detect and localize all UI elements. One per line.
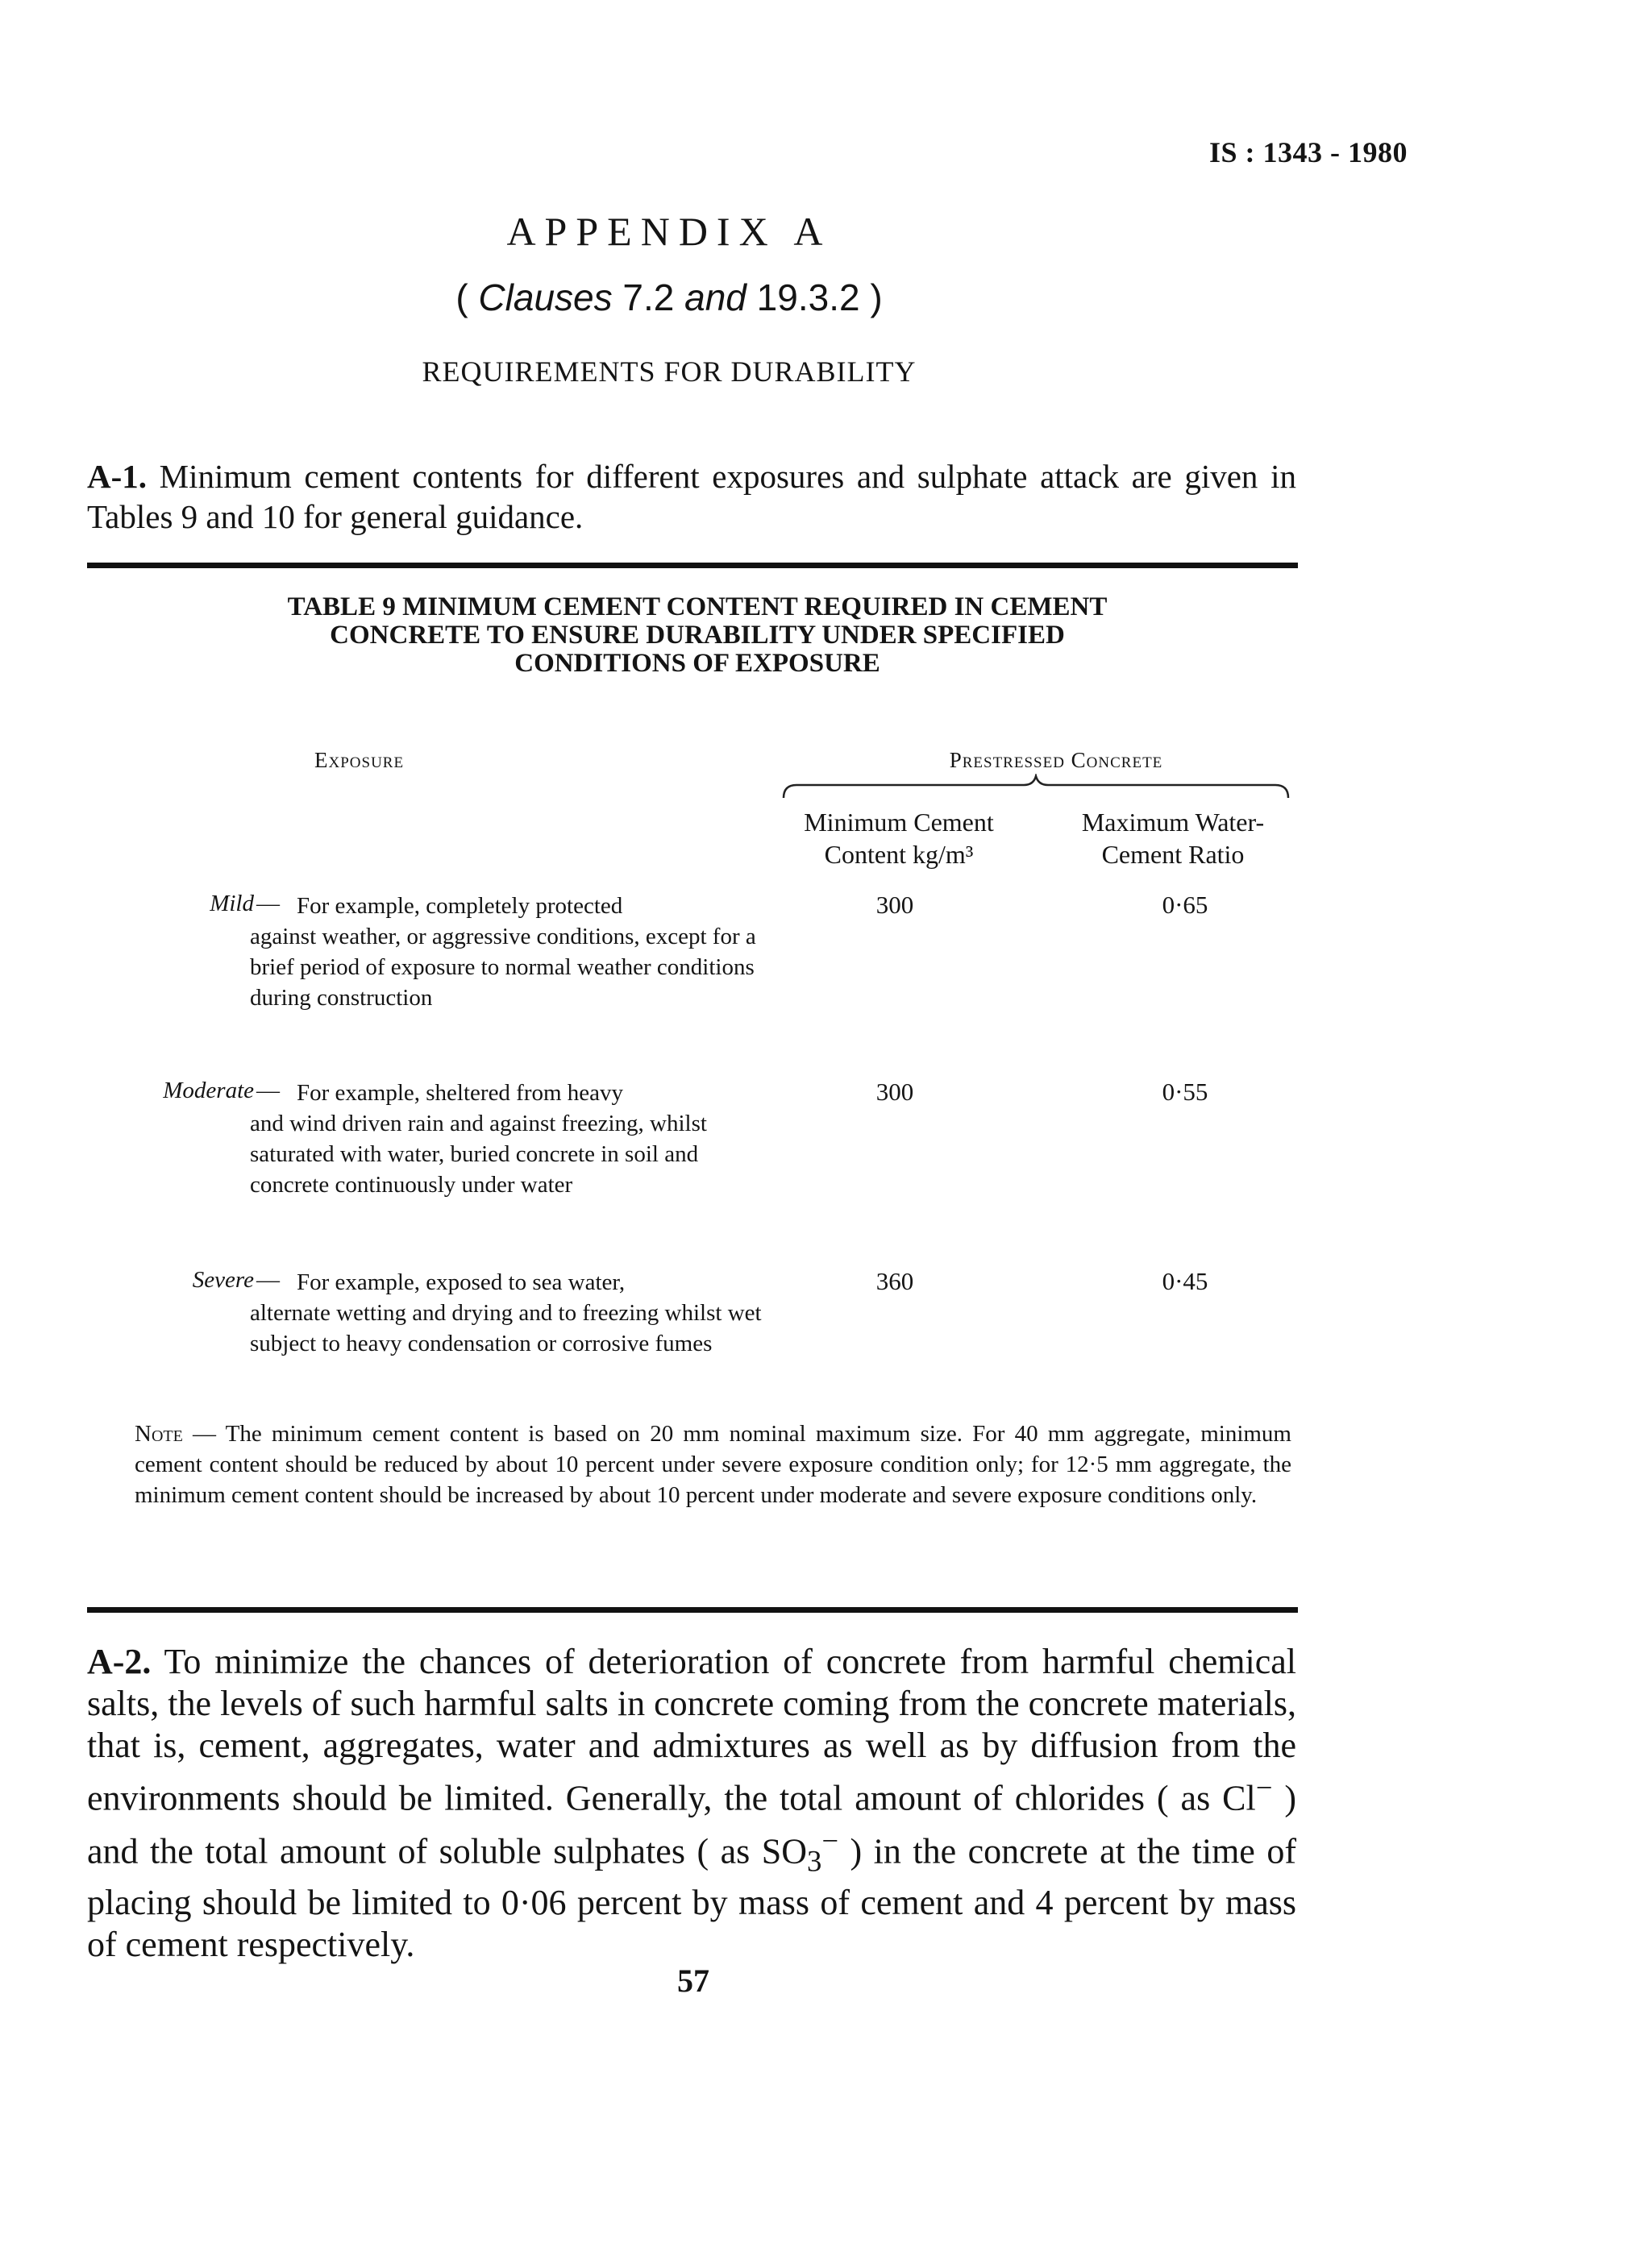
- min-cement-header-line2: Content kg/m³: [824, 840, 974, 869]
- table-top-rule: [87, 563, 1298, 568]
- column-header-prestressed: Prestressed Concrete: [949, 748, 1163, 772]
- row-min-cement-mild: 300: [875, 891, 914, 919]
- paragraph-a2-number: A-2.: [87, 1642, 152, 1681]
- clauses-open: (: [455, 276, 479, 318]
- row-dash-moderate: —: [256, 1078, 280, 1103]
- paragraph-a1-number: A-1.: [87, 458, 148, 495]
- appendix-title: APPENDIX A: [506, 209, 832, 254]
- row-description-moderate: [250, 1078, 766, 1200]
- clauses-num2: 19.3.2: [756, 276, 860, 318]
- appendix-clauses: [347, 276, 992, 319]
- row-desc-severe-line1: For example, exposed to sea water,: [297, 1269, 626, 1295]
- row-dash-severe: —: [256, 1267, 280, 1293]
- min-cement-header-line1: Minimum Cement: [804, 808, 994, 837]
- clauses-close: ): [859, 276, 883, 318]
- paragraph-a2: [87, 1641, 1296, 1966]
- section-heading: REQUIREMENTS FOR DURABILITY: [422, 355, 917, 388]
- paragraph-a1: [87, 456, 1296, 537]
- clauses-num1: 7.2: [622, 276, 675, 318]
- row-label-severe: Severe: [192, 1267, 254, 1293]
- column-header-max-wc: [1040, 806, 1306, 870]
- table-note-label: Note: [135, 1421, 183, 1447]
- table-bottom-rule: [87, 1607, 1298, 1613]
- row-max-wc-severe: 0·45: [1162, 1267, 1208, 1295]
- row-desc-moderate-line1: For example, sheltered from heavy: [297, 1080, 624, 1106]
- row-dash-mild: —: [256, 891, 280, 916]
- row-min-cement-severe: 360: [875, 1267, 914, 1295]
- row-description-severe: [250, 1267, 766, 1359]
- paragraph-a2-text-part2: ) and the total amount of soluble sulphates ( as SO: [87, 1778, 1296, 1871]
- row-min-cement-moderate: 300: [875, 1078, 914, 1106]
- table-note-text: — The minimum cement content is based on 20 mm nominal maximum size. For 40 mm aggregate, minimum cement content should be reduced by about 10 percent under severe exposure condition only; for 12·5 mm aggregate, the minimum cement content should be increased by about 10 percent under moderate and severe exposure conditions only.: [135, 1421, 1291, 1508]
- paragraph-a1-text: Minimum cement contents for different exposures and sulphate attack are given in Tables 9 and 10 for general guidance.: [87, 458, 1296, 535]
- max-wc-header-line2: Cement Ratio: [1101, 840, 1245, 869]
- row-label-mild: Mild: [210, 891, 254, 916]
- column-group-brace: [782, 774, 1290, 806]
- row-desc-moderate-rest: and wind driven rain and against freezing, whilst saturated with water, buried concrete in soil and concrete continuously under water: [250, 1111, 707, 1198]
- max-wc-header-line1: Maximum Water-: [1081, 808, 1265, 837]
- standard-code: IS : 1343 - 1980: [1209, 136, 1408, 168]
- table-caption-line1: TABLE 9 MINIMUM CEMENT CONTENT REQUIRED IN CEMENT: [287, 592, 1108, 621]
- row-max-wc-mild: 0·65: [1162, 891, 1208, 919]
- chloride-superscript: −: [1255, 1771, 1273, 1804]
- row-desc-mild-rest: against weather, or aggressive conditions, except for a brief period of exposure to normal weather conditions during construction: [250, 924, 756, 1011]
- sulphate-superscript: −: [821, 1823, 839, 1857]
- table-caption-line2: CONCRETE TO ENSURE DURABILITY UNDER SPECIFIED: [330, 621, 1065, 650]
- row-desc-mild-line1: For example, completely protected: [297, 893, 623, 919]
- table-note: [135, 1419, 1291, 1510]
- row-description-mild: [250, 891, 766, 1013]
- clauses-and: and: [684, 276, 746, 318]
- table-caption-line3: CONDITIONS OF EXPOSURE: [514, 649, 880, 678]
- column-header-min-cement: [766, 806, 1032, 870]
- row-desc-severe-rest: alternate wetting and drying and to freezing whilst wet subject to heavy condensation or corrosive fumes: [250, 1300, 762, 1356]
- clauses-word: Clauses: [478, 276, 613, 318]
- sulphate-subscript: 3: [807, 1844, 822, 1878]
- table-caption: [121, 593, 1274, 678]
- row-max-wc-moderate: 0·55: [1162, 1078, 1208, 1106]
- paragraph-a2-text-part3: ) in the concrete at the time of placing should be limited to 0·06 percent by mass of cement and 4 percent by mass of cement respectively.: [87, 1831, 1296, 1965]
- page-number: 57: [677, 1963, 709, 1999]
- row-label-moderate: Moderate: [163, 1078, 254, 1103]
- paragraph-a2-text-part1: To minimize the chances of deterioration of concrete from harmful chemical salts, the levels of such harmful salts in concrete coming from the concrete materials, that is, cement, aggregates, water and admixtures as well as by diffusion from the environments should be limited. Generally, the total amount of chlorides ( as Cl: [87, 1642, 1296, 1818]
- column-header-exposure: Exposure: [314, 748, 405, 772]
